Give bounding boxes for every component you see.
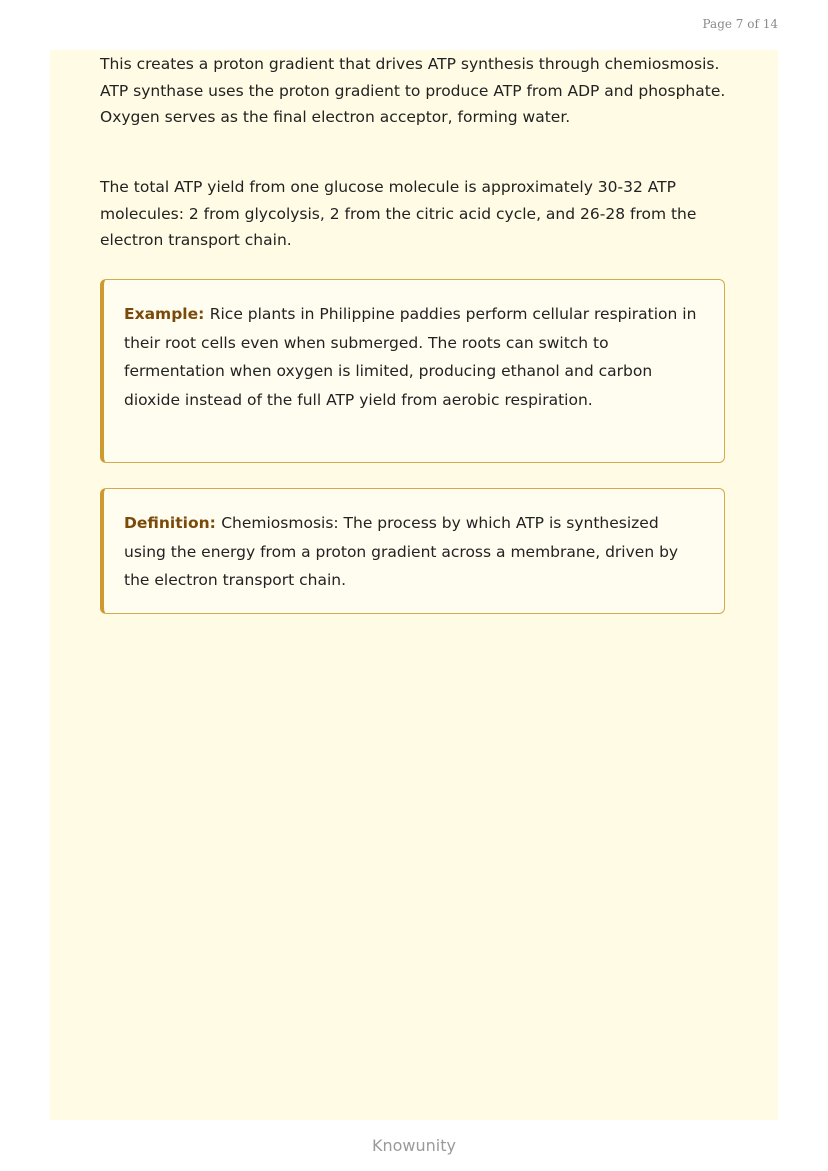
example-label: Example: [124,305,210,323]
definition-text: Chemiosmosis: The process by which ATP is synthesized using the energy from a proton gradient across a membrane, driven by the electron transport chain. [124,514,679,589]
example-text: Rice plants in Philippine paddies perform cellular respiration in their root cells even when submerged. The roots can switch to fermentation when oxygen is limited, producing ethanol and carbon dioxide instead of the full ATP yield from aerobic respiration. [124,305,697,409]
page-number: Page 7 of 14 [702,17,778,31]
body-paragraph: The total ATP yield from one glucose molecule is approximately 30-32 ATP molecules: 2 from glycolysis, 2 from the citric acid cycle, and 26-28 from the electron transport chain. [100,178,697,249]
definition-callout [100,488,725,614]
document-page [50,50,778,1120]
definition-label: Definition: [124,514,222,532]
example-callout [100,279,725,463]
body-paragraph: This creates a proton gradient that drives ATP synthesis through chemiosmosis. ATP synthase uses the proton gradient to produce ATP from ADP and phosphate. Oxygen serves as the final electron acceptor, forming water. [100,55,726,126]
footer-brand: Knowunity [372,1136,456,1155]
